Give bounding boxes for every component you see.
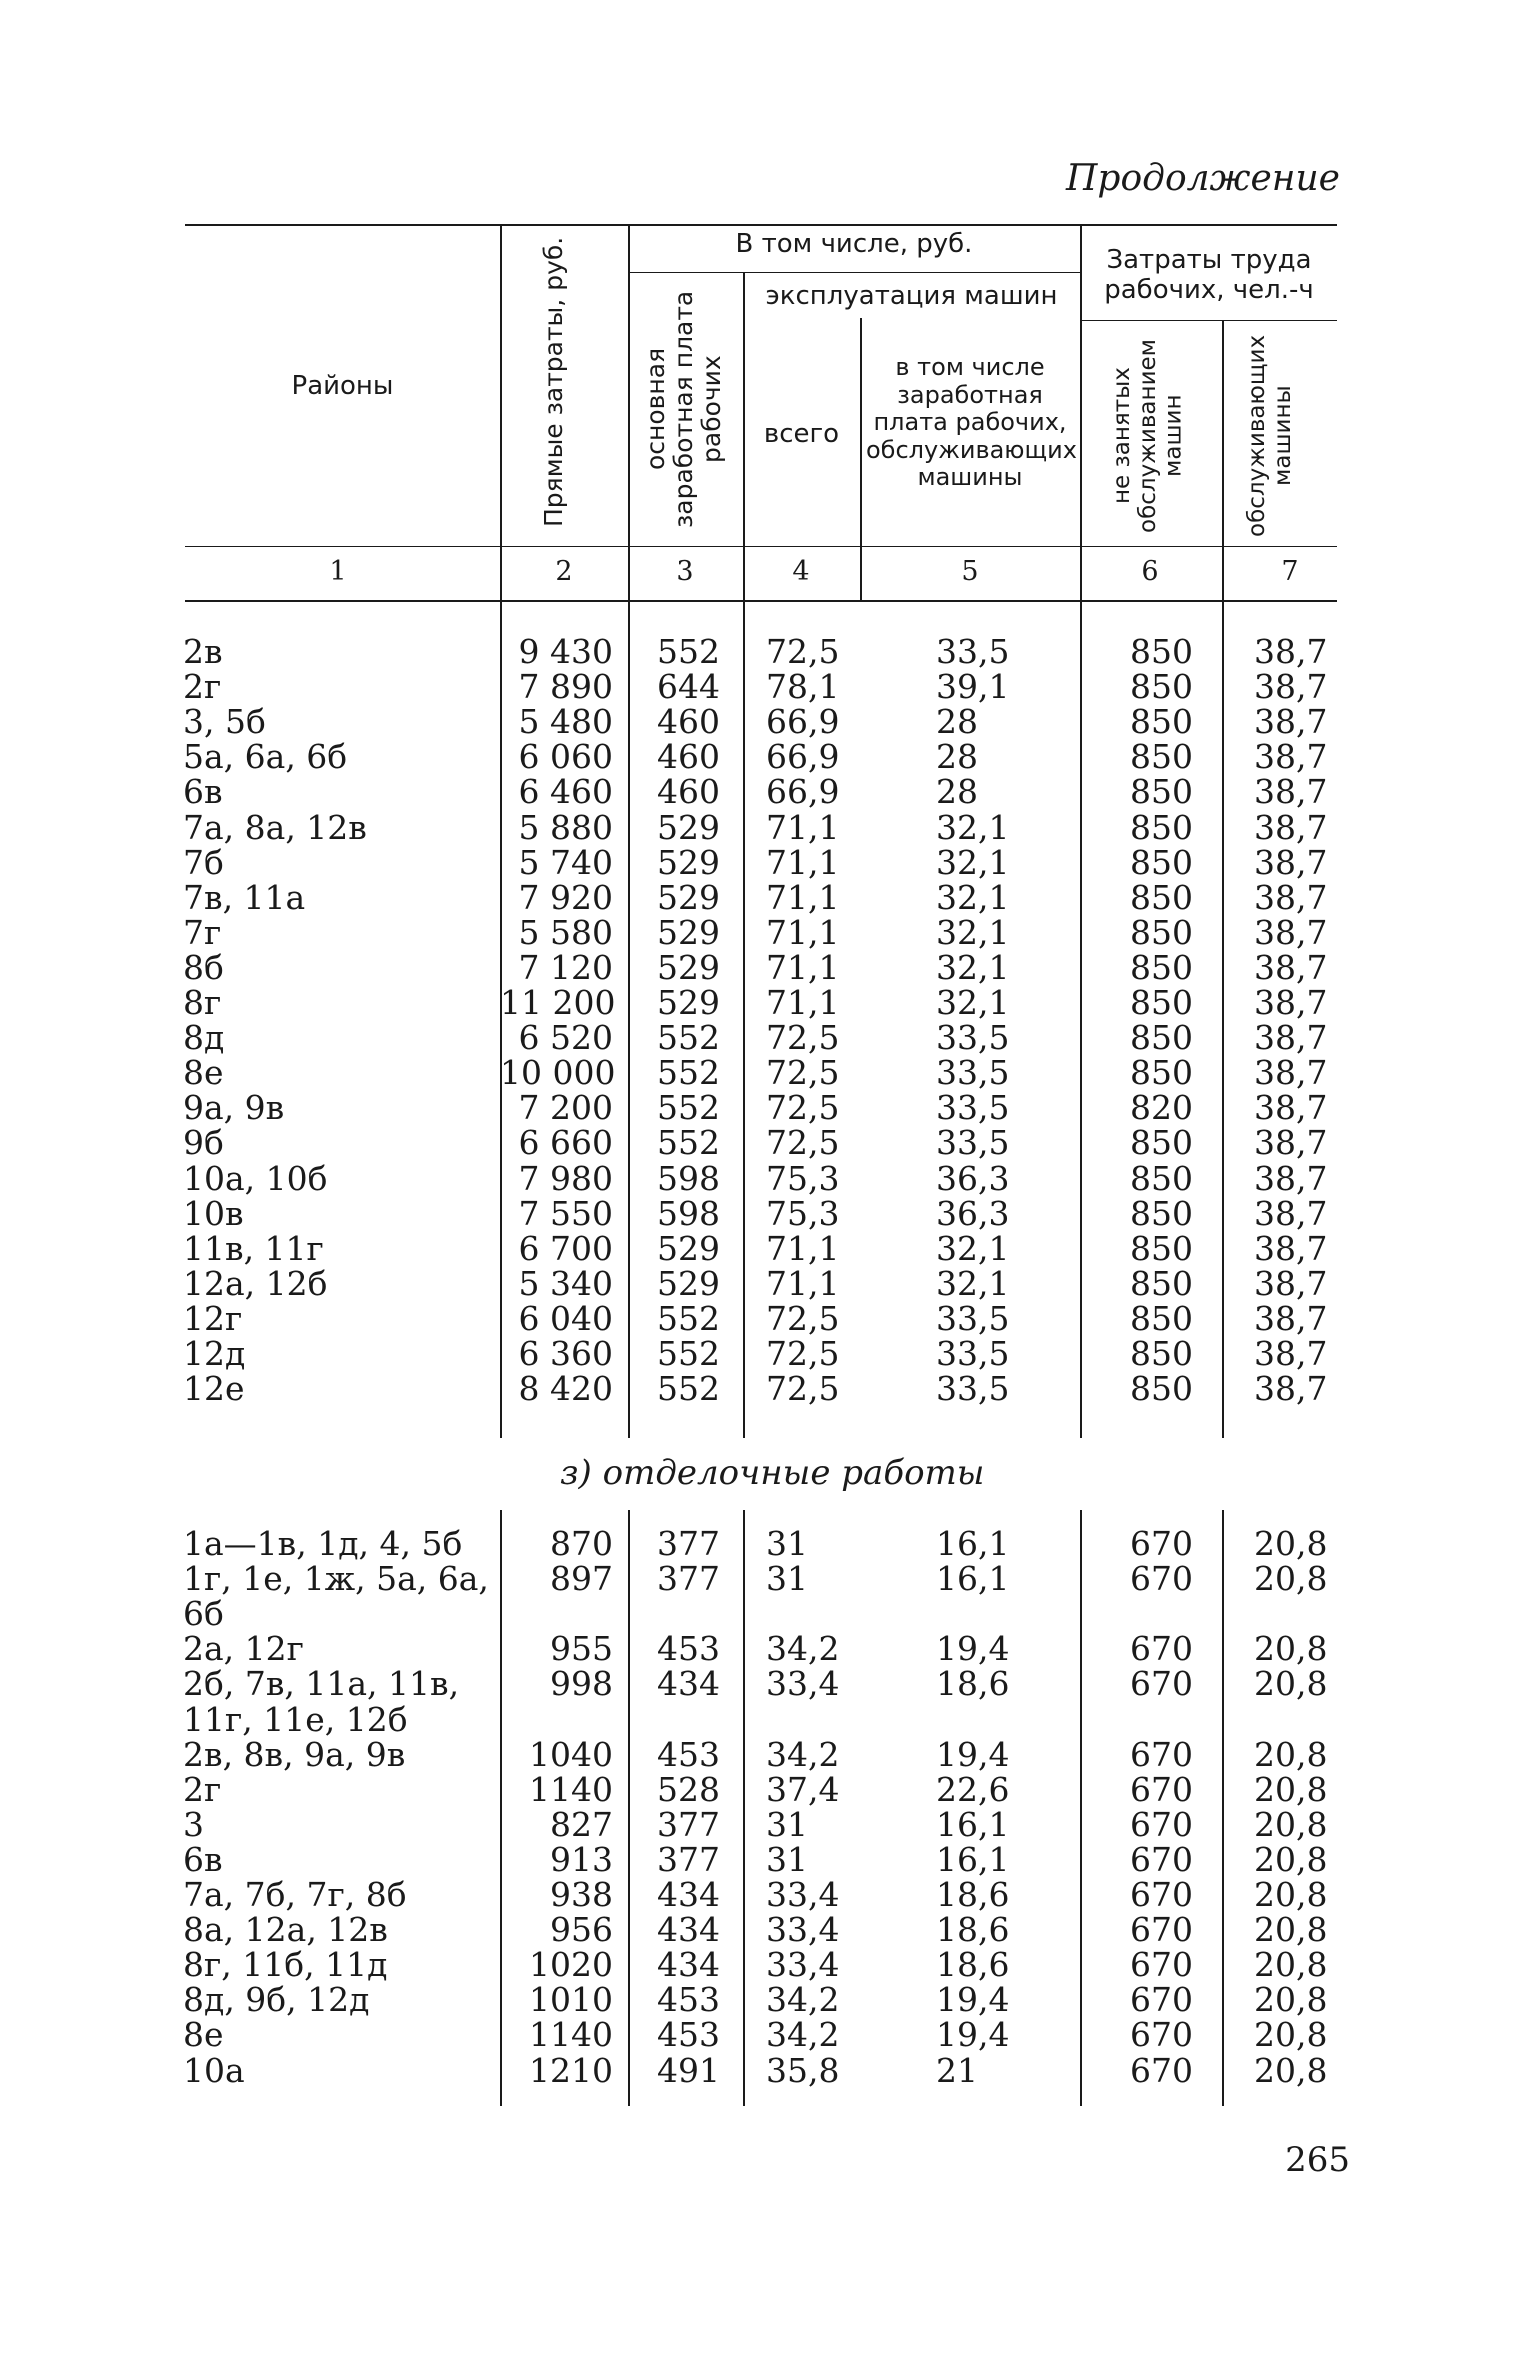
cell-col-2: 6 700 [518, 1228, 613, 1268]
cell-col-4: 75,3 [766, 1193, 840, 1233]
header-base-wage: основная заработная плата рабочих [641, 290, 726, 528]
cell-col-2: 955 [550, 1629, 613, 1669]
cell-col-3: 598 [657, 1193, 720, 1233]
cell-col-4: 72,5 [766, 1298, 840, 1338]
section-title: з) отделочные работы [560, 1453, 985, 1493]
t1-vrule-3 [743, 602, 745, 1438]
cell-col-3: 460 [657, 737, 720, 777]
cell-col-1: 7в, 11а [183, 877, 306, 917]
cell-col-3: 552 [657, 1053, 720, 1093]
cell-col-6: 670 [1130, 1559, 1193, 1599]
cell-col-4: 75,3 [766, 1158, 840, 1198]
cell-col-6: 850 [1130, 632, 1193, 671]
cell-col-6: 670 [1130, 2050, 1193, 2090]
header-rule-machine [628, 272, 1080, 273]
cell-col-4: 31 [766, 1559, 808, 1599]
cell-col-2: 5 880 [518, 807, 613, 847]
cell-col-3: 529 [657, 877, 720, 917]
cell-col-6: 850 [1130, 1369, 1193, 1409]
cell-col-3: 552 [657, 1018, 720, 1058]
cell-col-4: 34,2 [766, 2015, 840, 2055]
cell-col-5: 32,1 [936, 877, 1010, 917]
cell-col-1: 1г, 1е, 1ж, 5а, 6а, [183, 1559, 489, 1599]
header-top-rule [185, 224, 1337, 226]
t1-vrule-4 [1080, 602, 1082, 1438]
cell-col-7: 38,7 [1254, 702, 1328, 742]
cell-col-6: 850 [1130, 772, 1193, 812]
cell-col-3: 434 [657, 1910, 720, 1950]
cell-col-6: 850 [1130, 1018, 1193, 1058]
cell-col-3: 529 [657, 1228, 720, 1268]
cell-col-2: 6 660 [518, 1123, 613, 1163]
cell-col-5: 36,3 [936, 1158, 1010, 1198]
cell-col-3: 529 [657, 912, 720, 952]
cell-col-4: 34,2 [766, 1734, 840, 1774]
cell-col-4: 34,2 [766, 1980, 840, 2020]
cell-col-6: 670 [1130, 1664, 1193, 1704]
cell-col-6: 850 [1130, 983, 1193, 1022]
cell-col-5: 33,5 [936, 1088, 1010, 1128]
cell-col-4: 37,4 [766, 1769, 840, 1809]
cell-col-5: 18,6 [936, 1875, 1010, 1914]
cell-col-4: 71,1 [766, 912, 840, 952]
cell-col-7: 38,7 [1254, 1334, 1328, 1373]
cell-col-3: 552 [657, 1123, 720, 1163]
cell-col-1: 8е [183, 2015, 224, 2055]
cell-col-7: 38,7 [1254, 772, 1328, 812]
cell-col-5: 19,4 [936, 2015, 1010, 2055]
cell-col-6: 670 [1130, 2015, 1193, 2055]
cell-col-6: 670 [1130, 1769, 1193, 1809]
cell-col-3: 491 [657, 2050, 720, 2090]
column-number-6: 6 [1141, 556, 1159, 587]
cell-col-6: 850 [1130, 877, 1193, 917]
cell-col-4: 35,8 [766, 2050, 840, 2090]
cell-col-2: 913 [550, 1839, 613, 1879]
cell-col-5: 33,5 [936, 1334, 1010, 1373]
cell-col-3: 529 [657, 807, 720, 847]
cell-col-1: 2а, 12г [183, 1629, 304, 1669]
cell-col-4: 72,5 [766, 1088, 840, 1128]
cell-col-7: 38,7 [1254, 1123, 1328, 1163]
cell-col-3: 529 [657, 983, 720, 1022]
cell-col-5: 16,1 [936, 1804, 1010, 1844]
cell-col-4: 31 [766, 1839, 808, 1879]
cell-col-7: 20,8 [1254, 1980, 1328, 2020]
cell-col-6: 850 [1130, 807, 1193, 847]
cell-col-2: 870 [550, 1524, 613, 1563]
cell-col-4: 72,5 [766, 1053, 840, 1093]
cell-col-1: 7а, 7б, 7г, 8б [183, 1875, 407, 1914]
cell-col-2: 5 340 [518, 1263, 613, 1303]
cell-col-7: 20,8 [1254, 1559, 1328, 1599]
column-number-2: 2 [555, 556, 573, 587]
cell-col-7: 20,8 [1254, 1804, 1328, 1844]
cell-col-5: 32,1 [936, 1228, 1010, 1268]
cell-col-1: 3 [183, 1804, 204, 1844]
cell-col-6: 850 [1130, 1263, 1193, 1303]
cell-col-3: 552 [657, 1369, 720, 1409]
cell-col-5: 22,6 [936, 1769, 1010, 1809]
cell-col-4: 72,5 [766, 632, 840, 671]
cell-col-2: 1210 [529, 2050, 613, 2090]
cell-col-1: 2г [183, 667, 222, 707]
cell-col-4: 78,1 [766, 667, 840, 707]
cell-col-5: 33,5 [936, 1298, 1010, 1338]
cell-col-4: 34,2 [766, 1629, 840, 1669]
cell-col-1: 8д [183, 1018, 225, 1058]
header-vrule-5 [1080, 224, 1082, 600]
cell-col-7: 38,7 [1254, 877, 1328, 917]
cell-col-4: 72,5 [766, 1018, 840, 1058]
cell-col-2: 1140 [529, 2015, 613, 2055]
cell-col-4: 31 [766, 1524, 808, 1563]
cell-col-1: 2в, 8в, 9а, 9в [183, 1734, 406, 1774]
cell-col-5: 16,1 [936, 1839, 1010, 1879]
cell-col-5: 18,6 [936, 1910, 1010, 1950]
cell-col-3: 598 [657, 1158, 720, 1198]
cell-col-4: 71,1 [766, 1228, 840, 1268]
cell-col-4: 33,4 [766, 1664, 840, 1704]
cell-col-5: 33,5 [936, 1018, 1010, 1058]
header-machine-operation: эксплуатация машин [765, 281, 1058, 311]
cell-col-4: 33,4 [766, 1910, 840, 1950]
cell-col-5: 28 [936, 772, 978, 812]
cell-col-6: 850 [1130, 1158, 1193, 1198]
cell-col-4: 72,5 [766, 1334, 840, 1373]
cell-col-2: 956 [550, 1910, 613, 1950]
header-vrule-6 [1222, 320, 1224, 600]
cell-col-2: 7 890 [518, 667, 613, 707]
column-number-3: 3 [676, 556, 694, 587]
cell-col-4: 66,9 [766, 737, 840, 777]
t2-vrule-3 [743, 1510, 745, 2106]
cell-col-1: 7а, 8а, 12в [183, 807, 367, 847]
cell-col-2: 10 000 [500, 1053, 616, 1093]
header-regions: Районы [291, 371, 394, 401]
cell-col-7: 20,8 [1254, 1664, 1328, 1704]
t2-vrule-4 [1080, 1510, 1082, 2106]
cell-col-1: 8б [183, 947, 224, 987]
cell-col-7: 38,7 [1254, 1158, 1328, 1198]
cell-col-5: 16,1 [936, 1559, 1010, 1599]
cell-col-2: 11 200 [500, 983, 616, 1022]
column-number-4: 4 [792, 556, 810, 587]
cell-col-4: 33,4 [766, 1945, 840, 1985]
cell-col-5: 33,5 [936, 1123, 1010, 1163]
header-labor-machines: обслуживающих машины [1244, 334, 1296, 538]
t1-vrule-2 [628, 602, 630, 1438]
page-number: 265 [1285, 2140, 1350, 2180]
cell-col-5: 33,5 [936, 632, 1010, 671]
cell-col-1: 12а, 12б [183, 1263, 328, 1303]
cell-col-5: 18,6 [936, 1945, 1010, 1985]
cell-col-5: 39,1 [936, 667, 1010, 707]
cell-col-2: 5 480 [518, 702, 613, 742]
cell-col-3: 529 [657, 947, 720, 987]
cell-col-3: 434 [657, 1945, 720, 1985]
cell-col-2: 1040 [529, 1734, 613, 1774]
t1-vrule-5 [1222, 602, 1224, 1438]
cell-col-3: 377 [657, 1839, 720, 1879]
header-vrule-2 [628, 224, 630, 600]
header-including-cost: В том числе, руб. [735, 229, 973, 259]
header-total: всего [763, 419, 840, 449]
cell-col-5: 32,1 [936, 842, 1010, 882]
cell-col-4: 66,9 [766, 772, 840, 812]
cell-col-7: 38,7 [1254, 912, 1328, 952]
cell-col-1: 8д, 9б, 12д [183, 1980, 370, 2020]
cell-col-6: 850 [1130, 1193, 1193, 1233]
cell-col-4: 71,1 [766, 842, 840, 882]
cell-col-4: 71,1 [766, 1263, 840, 1303]
cell-col-3: 434 [657, 1875, 720, 1914]
cell-col-7: 38,7 [1254, 667, 1328, 707]
cell-col-2: 7 980 [518, 1158, 613, 1198]
cell-col-3: 453 [657, 2015, 720, 2055]
cell-col-7: 38,7 [1254, 947, 1328, 987]
cell-col-7: 20,8 [1254, 2050, 1328, 2090]
cell-col-7: 38,7 [1254, 1193, 1328, 1233]
cell-col-3: 460 [657, 702, 720, 742]
cell-col-1: 10а, 10б [183, 1158, 328, 1198]
cell-col-6: 850 [1130, 947, 1193, 987]
cell-col-3: 453 [657, 1980, 720, 2020]
cell-col-7: 38,7 [1254, 737, 1328, 777]
cell-col-6: 670 [1130, 1524, 1193, 1563]
header-labor-costs: Затраты труда рабочих, чел.-ч [1104, 245, 1314, 305]
cell-col-7: 38,7 [1254, 1263, 1328, 1303]
cell-col-6: 850 [1130, 702, 1193, 742]
cell-col-7: 20,8 [1254, 1734, 1328, 1774]
cell-col-1: 11г, 11е, 12б [183, 1699, 408, 1739]
cell-col-4: 72,5 [766, 1369, 840, 1409]
cell-col-4: 72,5 [766, 1123, 840, 1163]
cell-col-3: 552 [657, 1298, 720, 1338]
continuation-label: Продолжение [1066, 158, 1340, 199]
header-labor-not-machines: не занятых обслуживанием машин [1109, 338, 1187, 534]
cell-col-5: 19,4 [936, 1629, 1010, 1669]
cell-col-5: 32,1 [936, 983, 1010, 1022]
cell-col-1: 2б, 7в, 11а, 11в, [183, 1664, 460, 1704]
cell-col-1: 9б [183, 1123, 224, 1163]
cell-col-1: 6в [183, 772, 223, 812]
cell-col-6: 850 [1130, 1298, 1193, 1338]
cell-col-1: 7г [183, 912, 222, 952]
cell-col-2: 6 040 [518, 1298, 613, 1338]
cell-col-7: 38,7 [1254, 632, 1328, 671]
cell-col-3: 552 [657, 632, 720, 671]
cell-col-3: 644 [657, 667, 720, 707]
cell-col-5: 32,1 [936, 807, 1010, 847]
cell-col-2: 897 [550, 1559, 613, 1599]
cell-col-7: 38,7 [1254, 1053, 1328, 1093]
cell-col-2: 7 920 [518, 877, 613, 917]
cell-col-5: 19,4 [936, 1734, 1010, 1774]
cell-col-3: 377 [657, 1559, 720, 1599]
column-number-7: 7 [1281, 556, 1299, 587]
cell-col-4: 71,1 [766, 877, 840, 917]
cell-col-1: 9а, 9в [183, 1088, 285, 1128]
cell-col-5: 18,6 [936, 1664, 1010, 1704]
cell-col-5: 21 [936, 2050, 978, 2090]
cell-col-2: 6 520 [518, 1018, 613, 1058]
cell-col-6: 670 [1130, 1875, 1193, 1914]
cell-col-6: 670 [1130, 1629, 1193, 1669]
cell-col-7: 38,7 [1254, 1369, 1328, 1409]
cell-col-2: 7 550 [518, 1193, 613, 1233]
cell-col-1: 6б [183, 1594, 224, 1634]
cell-col-2: 9 430 [518, 632, 613, 671]
cell-col-2: 1140 [529, 1769, 613, 1809]
cell-col-5: 33,5 [936, 1053, 1010, 1093]
header-rule-labor [1080, 320, 1337, 321]
cell-col-4: 71,1 [766, 947, 840, 987]
numbers-bottom-rule [185, 600, 1337, 602]
cell-col-1: 8г [183, 983, 222, 1022]
cell-col-7: 38,7 [1254, 1088, 1328, 1128]
header-vrule-1 [500, 224, 502, 600]
cell-col-7: 20,8 [1254, 1945, 1328, 1985]
cell-col-1: 12е [183, 1369, 245, 1409]
cell-col-2: 5 580 [518, 912, 613, 952]
cell-col-3: 453 [657, 1629, 720, 1669]
cell-col-2: 938 [550, 1875, 613, 1914]
cell-col-1: 1а—1в, 1д, 4, 5б [183, 1524, 463, 1563]
cell-col-6: 850 [1130, 842, 1193, 882]
cell-col-1: 8е [183, 1053, 224, 1093]
cell-col-7: 20,8 [1254, 1524, 1328, 1563]
cell-col-1: 12д [183, 1334, 246, 1373]
cell-col-1: 10в [183, 1193, 244, 1233]
cell-col-7: 38,7 [1254, 983, 1328, 1022]
cell-col-7: 20,8 [1254, 1629, 1328, 1669]
cell-col-5: 19,4 [936, 1980, 1010, 2020]
cell-col-2: 827 [550, 1804, 613, 1844]
cell-col-3: 528 [657, 1769, 720, 1809]
cell-col-2: 7 120 [518, 947, 613, 987]
cell-col-5: 28 [936, 737, 978, 777]
cell-col-6: 850 [1130, 912, 1193, 952]
cell-col-2: 7 200 [518, 1088, 613, 1128]
cell-col-4: 71,1 [766, 983, 840, 1022]
cell-col-3: 460 [657, 772, 720, 812]
cell-col-6: 850 [1130, 1053, 1193, 1093]
cell-col-2: 6 060 [518, 737, 613, 777]
column-number-1: 1 [329, 556, 347, 587]
cell-col-1: 10а [183, 2050, 245, 2090]
column-number-5: 5 [961, 556, 979, 587]
cell-col-6: 850 [1130, 1334, 1193, 1373]
cell-col-5: 28 [936, 702, 978, 742]
cell-col-2: 5 740 [518, 842, 613, 882]
cell-col-1: 2г [183, 1769, 222, 1809]
cell-col-7: 38,7 [1254, 1298, 1328, 1338]
cell-col-3: 377 [657, 1524, 720, 1563]
cell-col-6: 670 [1130, 1804, 1193, 1844]
cell-col-7: 38,7 [1254, 807, 1328, 847]
cell-col-5: 32,1 [936, 1263, 1010, 1303]
cell-col-7: 38,7 [1254, 842, 1328, 882]
cell-col-1: 5а, 6а, 6б [183, 737, 348, 777]
cell-col-2: 1010 [529, 1980, 613, 2020]
cell-col-1: 3, 5б [183, 702, 266, 742]
cell-col-3: 529 [657, 842, 720, 882]
cell-col-6: 820 [1130, 1088, 1193, 1128]
cell-col-1: 7б [183, 842, 224, 882]
cell-col-1: 6в [183, 1839, 223, 1879]
cell-col-1: 8а, 12а, 12в [183, 1910, 388, 1950]
cell-col-7: 20,8 [1254, 1839, 1328, 1879]
cell-col-4: 66,9 [766, 702, 840, 742]
cell-col-5: 16,1 [936, 1524, 1010, 1563]
cell-col-5: 36,3 [936, 1193, 1010, 1233]
cell-col-7: 38,7 [1254, 1018, 1328, 1058]
t2-vrule-2 [628, 1510, 630, 2106]
cell-col-4: 33,4 [766, 1875, 840, 1914]
cell-col-3: 377 [657, 1804, 720, 1844]
cell-col-4: 71,1 [766, 807, 840, 847]
cell-col-3: 529 [657, 1263, 720, 1303]
cell-col-6: 850 [1130, 1228, 1193, 1268]
cell-col-6: 670 [1130, 1980, 1193, 2020]
cell-col-3: 552 [657, 1088, 720, 1128]
header-machine-wage: в том числе заработная плата рабочих, обслуживающих машины [866, 353, 1077, 492]
t2-vrule-5 [1222, 1510, 1224, 2106]
cell-col-5: 33,5 [936, 1369, 1010, 1409]
cell-col-3: 453 [657, 1734, 720, 1774]
cell-col-5: 32,1 [936, 947, 1010, 987]
cell-col-7: 20,8 [1254, 1769, 1328, 1809]
cell-col-2: 8 420 [518, 1369, 613, 1409]
cell-col-3: 434 [657, 1664, 720, 1704]
cell-col-7: 20,8 [1254, 2015, 1328, 2055]
cell-col-7: 20,8 [1254, 1875, 1328, 1914]
cell-col-3: 552 [657, 1334, 720, 1373]
cell-col-1: 12г [183, 1298, 243, 1338]
cell-col-6: 850 [1130, 737, 1193, 777]
cell-col-6: 850 [1130, 1123, 1193, 1163]
cell-col-2: 6 460 [518, 772, 613, 812]
cell-col-1: 8г, 11б, 11д [183, 1945, 388, 1985]
cell-col-7: 38,7 [1254, 1228, 1328, 1268]
cell-col-6: 670 [1130, 1910, 1193, 1950]
cell-col-6: 850 [1130, 667, 1193, 707]
cell-col-2: 998 [550, 1664, 613, 1704]
header-direct-costs: Прямые затраты, руб. [539, 236, 568, 528]
cell-col-7: 20,8 [1254, 1910, 1328, 1950]
header-bottom-rule [185, 546, 1337, 547]
cell-col-6: 670 [1130, 1734, 1193, 1774]
cell-col-6: 670 [1130, 1839, 1193, 1879]
cell-col-4: 31 [766, 1804, 808, 1844]
cell-col-5: 32,1 [936, 912, 1010, 952]
header-vrule-4 [860, 318, 862, 600]
cell-col-6: 670 [1130, 1945, 1193, 1985]
cell-col-1: 11в, 11г [183, 1228, 324, 1268]
cell-col-1: 2в [183, 632, 223, 671]
cell-col-2: 1020 [529, 1945, 613, 1985]
cell-col-2: 6 360 [518, 1334, 613, 1373]
